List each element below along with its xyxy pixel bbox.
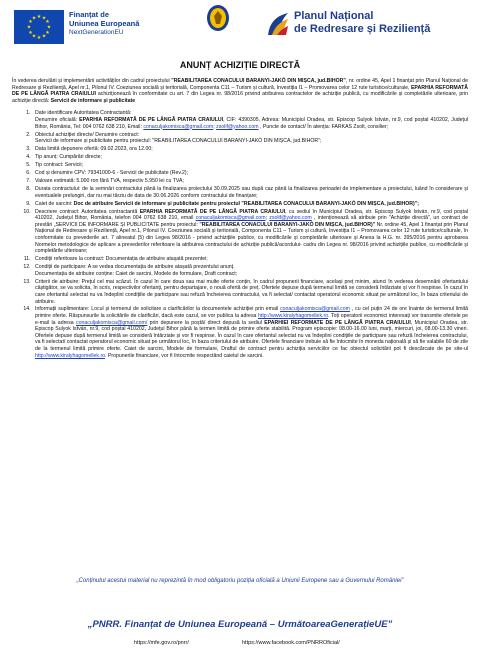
item-text: Documentația de atribuire conține: Caiet de sarcini, Modele de formulare, Draft contract; — [35, 270, 238, 277]
item-text: , cu cel puțin 24 de ore înainte de termenul limită primire oferte. Răspunsurile la solicitările de clarificări, dacă este cazul, se vor publica la adresa — [35, 306, 468, 320]
pnrr-logo-line1: Planul Național — [294, 10, 374, 22]
list-item-notice-type: 4. Tip anunț: Cumpărări directe; — [32, 154, 468, 161]
item-text: Servicii de informare și publicitate pentru proiectul: "REABILITAREA CONACULUI BARANYI-JAKÓ DIN MIȘCA, jud.BIHOR"; — [35, 138, 322, 145]
authority-name: EPARHIA REFORMATĂ DE PE LÂNGĂ PIATRA CRAIULUI — [12, 84, 468, 98]
item-text: Descriere contract: Autoritatea contractantă — [35, 208, 140, 215]
svg-text:★: ★ — [45, 19, 50, 25]
page-title: ANUNȚ ACHIZIȚIE DIRECTĂ — [179, 60, 301, 70]
email-link[interactable]: conaculjakomisca@gmail.com — [195, 215, 266, 222]
svg-text:★: ★ — [31, 33, 37, 40]
list-item-cpv: 6. Cod și denumire CPV: 79341000-6 - Servicii de publicitate (Rev.2); — [32, 170, 468, 177]
intro-text: , nr. ordine 45, Apel 1 finanțat prin Planul Național de Redresare și Reziliență, Apel nr.1, Pilonul IV. Coeziunea socială și teritorială, Componenta C11 – Turism și cultură, Investiția I1 – Promovarea celor 12 rute turistice/culturale, — [12, 78, 469, 91]
list-item-participation — [32, 264, 468, 277]
svg-text:★: ★ — [41, 33, 47, 40]
website-link[interactable]: http://www.kiralyhagomellek.ro — [35, 352, 106, 359]
eu-logo-line2: Uniunea Europeană — [69, 19, 140, 28]
eu-flag-icon — [14, 10, 64, 44]
pnrr-logo — [266, 9, 466, 43]
item-text: Nr. ordine 45, Apel 1 finanțat prin Planul Național de Redresare și Reziliență, Apel nr.1, Pilonul IV. Coeziunea socială și teritorială, Componenta C11 – Turism și cultură, Investiția I1 – Promovarea celor 12 rute turistice/culturale, în conformitate cu prevederile art. 7 alineatul (5) din Legea 98/2016 - privind achizițiile publice, cu modificările și completările ulterioare și Anexa la H.G. nr. 395/2016 pentru aprobarea Normelor metodologice de aplicare a prevederilor referitoare la atribuirea contractului de achiziție publică/acordului- cadru din Legea nr. 98/2016 privind achizițiile publice, cu modificările și completările ulterioare; — [35, 221, 468, 255]
item-text: Caiet de sarcini: — [35, 200, 74, 207]
svg-text:★: ★ — [31, 15, 37, 22]
email-link[interactable]: zsolif@yahoo.com — [269, 215, 312, 222]
list-item-value: 7. Valoare estimată: 5.000 ron fără TVA, respectiv 5.950 lei cu TVA; — [32, 178, 468, 185]
item-text-bold: Doc de atribuire Servicii de informare și publicitate pentru proiectul "REABILITAREA CONACULUI BARANYI-JAKÓ DIN MIȘCA, jud.BIHOR)"; — [73, 200, 419, 207]
svg-text:★: ★ — [36, 14, 42, 20]
facebook-link[interactable]: https://www.facebook.com/PNRROficial/ — [242, 640, 340, 646]
svg-text:★: ★ — [45, 30, 50, 36]
list-item-object — [32, 132, 468, 145]
list-item-specifications — [32, 201, 468, 208]
disclaimer-note: „Conținutul acestui material nu reprezintă în mod obligatoriu poziția oficială a Uniunii Europene sau a Guvernului României” — [76, 578, 404, 584]
authority-name: EPARHIA REFORMATĂ DE PE LÂNGĂ PIATRA CRAIULUI — [79, 116, 224, 123]
svg-text:★: ★ — [28, 30, 33, 36]
authority-name: EPARHIEI REFORMATE DE PE LÂNGĂ PIATRA CRAIULUI — [264, 319, 411, 326]
svg-text:★: ★ — [41, 15, 47, 22]
footer-slogan: „PNRR. Finanțat de Uniunea Europeană – UrmătoareaGenerațieUE” — [87, 619, 393, 630]
list-item-authority — [32, 110, 468, 130]
footer-links — [0, 640, 480, 650]
item-text: . Propunerile financiare, vor fi întocmite respectând caietul de sarcini. — [105, 352, 264, 359]
list-item-contract-type: 5. Tip contract: Servicii; — [32, 162, 468, 169]
separator: ; — [213, 123, 217, 130]
svg-text:★: ★ — [46, 24, 52, 31]
procurement-object: Servicii de informare și publicitate — [50, 97, 136, 104]
item-text: , intenționează să atribuie prin "Achiziție directă", un contract de prestări „SERVICII DE INFORMARE ȘI PUBLICITATE pentru proiectul: — [35, 215, 468, 228]
header — [0, 0, 480, 50]
svg-text:★: ★ — [26, 24, 32, 31]
item-text: Informații suplimentare: Locul și termenul de solicitare a clarificărilor la documentele achiziției prin email — [35, 306, 281, 313]
email-link[interactable]: zsolif@yahoo.com — [216, 123, 259, 130]
email-link[interactable]: conaculjakomisca@gmail.com/ — [76, 319, 148, 326]
item-label: Obiectul achiziției directe/ Denumire contract: — [35, 131, 140, 138]
project-name: "REABILITAREA CONACULUI BARANYI-JAKÓ DIN MIȘCA, jud.BIHOR" — [171, 78, 346, 84]
eu-logo-line1: Finanțat de — [69, 10, 110, 19]
item-text: , cu sediul în Municipiul Oradea, str. Episcop Sulyok István, nr.9, cod poștal 410202, Județul Bihor, România, telefon 004 0762 638 210, email — [35, 208, 468, 222]
item-text: , CIF: 4390305, Adresa: Municipiul Oradea, str. Episcop Sulyok István, nr.9, cod poștal 410202, Județul Bihor, România, Tel: 004 0762 638 210, Email: — [35, 116, 468, 130]
item-text: Denumire oficială: — [35, 116, 80, 123]
project-name: "REABILITAREA CONACULUI BARANYI-JAKÓ DIN MIȘCA, jud.BIHOR)" — [199, 221, 376, 228]
separator: ; — [265, 215, 270, 222]
mfe-website-link[interactable]: https://mfe.gov.ro/pnrr/ — [134, 640, 189, 646]
announcement-body — [12, 78, 468, 361]
item-text: Condiții de participare: A se vedea documentația de atribuire atașată prezentului anunț. — [35, 264, 235, 271]
svg-text:★: ★ — [36, 35, 42, 41]
item-label: Date identificare Autoritatea Contractantă: — [35, 110, 132, 117]
intro-text: achiziționează în conformitate cu art. 7 din Legea nr. 98/2016 privind atribuirea contractelor de achiziție publică, cu modificările și completările ulterioare, prin achiziție directă: — [12, 91, 468, 104]
svg-text:★: ★ — [28, 19, 33, 25]
list-item-description — [32, 209, 468, 255]
item-text: , Puncte de contact/ În atenția: FARKAS Zsolt, consilier; — [258, 123, 389, 130]
government-seal-icon — [205, 3, 231, 33]
item-text: prin depunere la poștă/ direct depusă la sediul — [147, 319, 265, 326]
email-link[interactable]: conaculjakomisca@gmail.com — [280, 306, 350, 313]
authority-name: EPARHIA REFORMATĂ DE PE LÂNGĂ PIATRA CRAIULUI — [139, 208, 286, 215]
item-text: . Toți operatorii economici interesați vor transmite ofertele pe e-mail la adresa — [35, 313, 468, 326]
list-item-duration: 8. Durata contractului: de la semnări contractului până la finalizarea proiectului 30.09.2025 sau după caz până la finalizarea perioadei de implementare a proiectului, luând în considerare și eventualele prelungiri, dar nu mai târziu de data de 30.06.2026 conform contractului de finanțare; — [32, 186, 468, 199]
eu-logo — [14, 10, 194, 44]
eu-logo-line3: NextGenerationEU — [69, 29, 124, 36]
website-link[interactable]: http://www.kiralyhagomellek.ro — [258, 313, 329, 320]
list-item-deadline: 3. Data limită depunere ofertă: 09.02.2023, ora 12.00; — [32, 146, 468, 153]
list-item-additional-info — [32, 306, 468, 359]
item-text: , Municipiul Oradea, str. Episcop Sulyok István, nr.9, cod poștal 410202, Județul Bihor până la termen limită de primire oferte stabilită. Program episcopie: 08.00-16.00 luni, marți, miercuri, joi, 08.00-13.30 vineri. Ofertele depuse după termenul limită se consideră întârziate și vor fi respinse. În cazul în care ofertantul selectat nu va îndeplini condițiile de participare sau refuză încheierea contractului, va fi selectat/ contactat operatorul economic situat pe următorul loc, în baza criteriului de atribuire. Ofertele financiare trebuie să fie întocmite în moneda națională și să fie valabile 60 de zile de la termenul limită primire oferte. Caiet de sarcini, Modele de formulare, Draftul de contract pentru achiziția serviciilor ce fac obiectul solicitării pot fi descărcate de pe site-ul — [35, 319, 468, 353]
eu-stars-icon — [14, 10, 64, 44]
announcement-list — [12, 110, 468, 359]
pnrr-logo-line2: de Redresare și Reziliență — [294, 23, 431, 35]
intro-text: În vederea derulării și implementării activităților din cadrul proiectului — [12, 78, 172, 84]
intro-paragraph — [12, 78, 468, 104]
email-link[interactable]: conaculjakomisca@gmail.com — [143, 123, 214, 130]
list-item-criteria: 13. Criterii de atribuire: Prețul cel mai scăzut. În cazul în care doua sau mai multe oferte conțin, în cadrul propunerii financiare, același preț minim, atunci în vederea desemnării ofertantului câștigător, se va solicita, în scris, respectivilor ofertanți, pentru departajare, o nouă ofertă de preț. Ofertele depuse după termenul limită se consideră întârziate și vor fi respinse. În cazul în care ofertantul selectat nu va îndeplini condițiile de participare sau refuză încheierea contractului, va fi selectat/ contactat operatorul economic situat pe următorul loc, în baza criteriului de atribuire. — [32, 279, 468, 305]
list-item-conditions: 11. Condiții referitoare la contract: Documentația de atribuire atașată prezentei; — [32, 256, 468, 263]
pnrr-mark-icon — [266, 11, 290, 37]
